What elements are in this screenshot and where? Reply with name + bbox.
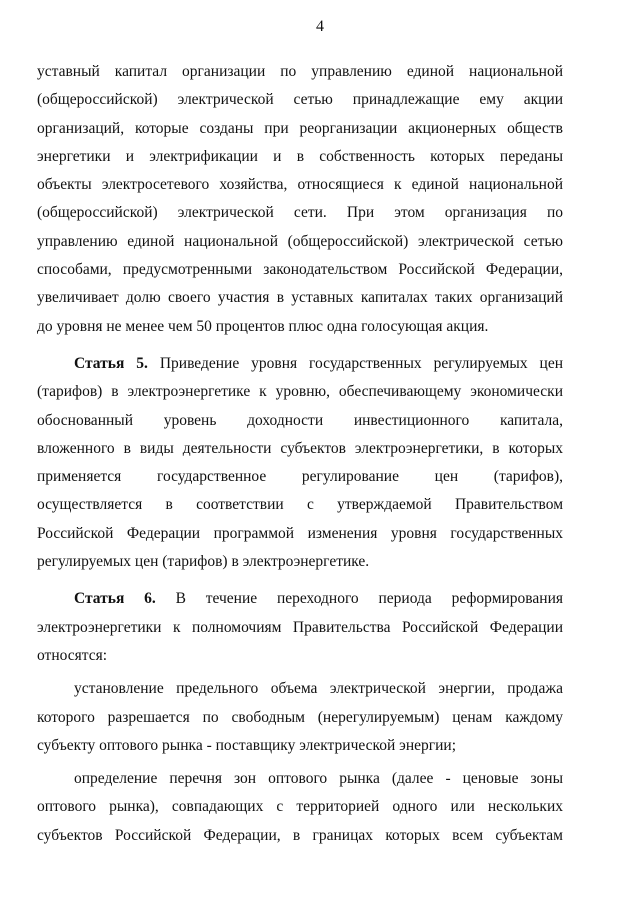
- page-number: 4: [316, 18, 324, 35]
- article-6: [37, 585, 563, 670]
- paragraph-continuation: [37, 58, 563, 341]
- article-5: [37, 350, 563, 576]
- text-line: относятся:: [37, 646, 108, 664]
- text-line: Российской Федерации программой изменения уровня государственных: [37, 524, 563, 542]
- text-line: которого разрешается по свободным (нерегулируемым) ценам каждому: [37, 708, 563, 726]
- list-item: [37, 765, 563, 850]
- text-line: энергетики и электрификации и в собственность которых переданы: [37, 147, 563, 165]
- article-label: Статья 5.: [74, 354, 148, 372]
- text-line: осуществляется в соответствии с утверждаемой Правительством: [37, 496, 563, 514]
- article-text: В течение переходного периода реформирования: [175, 590, 564, 608]
- text-line: (тарифов) в электроэнергетике к уровню, обеспечивающему экономически: [37, 383, 563, 401]
- text-line: (общероссийской) электрической сетью принадлежащие ему акции: [37, 91, 563, 109]
- document-body: [37, 58, 563, 850]
- text-line: оптового рынка), совпадающих с территорией одного или нескольких: [37, 798, 563, 816]
- article-text: Приведение уровня государственных регулируемых цен: [159, 354, 563, 372]
- text-line: определение перечня зон оптового рынка (далее - ценовые зоны: [74, 770, 563, 788]
- list-item: [37, 675, 563, 760]
- text-line: организаций, которые созданы при реорганизации акционерных обществ: [37, 119, 563, 137]
- text-line: объекты электросетевого хозяйства, относящиеся к единой национальной: [37, 176, 563, 194]
- text-line: установление предельного объема электрической энергии, продажа: [74, 680, 563, 698]
- text-line: (общероссийской) электрической сети. При этом организация по: [37, 204, 563, 222]
- text-line: субъектов Российской Федерации, в границах которых всем субъектам: [37, 826, 563, 844]
- text-line: до уровня не менее чем 50 процентов плюс одна голосующая акция.: [37, 317, 489, 335]
- article-label: Статья 6.: [74, 590, 156, 608]
- text-line: [37, 350, 563, 378]
- text-line: увеличивает долю своего участия в уставных капиталах таких организаций: [37, 289, 563, 307]
- text-line: [37, 585, 563, 613]
- text-line: способами, предусмотренными законодательством Российской Федерации,: [37, 261, 563, 279]
- text-line: вложенного в виды деятельности субъектов электроэнергетики, в которых: [37, 439, 563, 457]
- text-line: субъекту оптового рынка - поставщику электрической энергии;: [37, 736, 456, 754]
- text-line: уставный капитал организации по управлению единой национальной: [37, 63, 563, 80]
- text-line: регулируемых цен (тарифов) в электроэнергетике.: [37, 553, 370, 571]
- text-line: применяется государственное регулирование цен (тарифов),: [37, 468, 563, 486]
- text-line: управлению единой национальной (общероссийской) электрической сетью: [37, 232, 563, 250]
- text-line: электроэнергетики к полномочиям Правительства Российской Федерации: [37, 618, 563, 636]
- text-line: обоснованный уровень доходности инвестиционного капитала,: [37, 411, 563, 429]
